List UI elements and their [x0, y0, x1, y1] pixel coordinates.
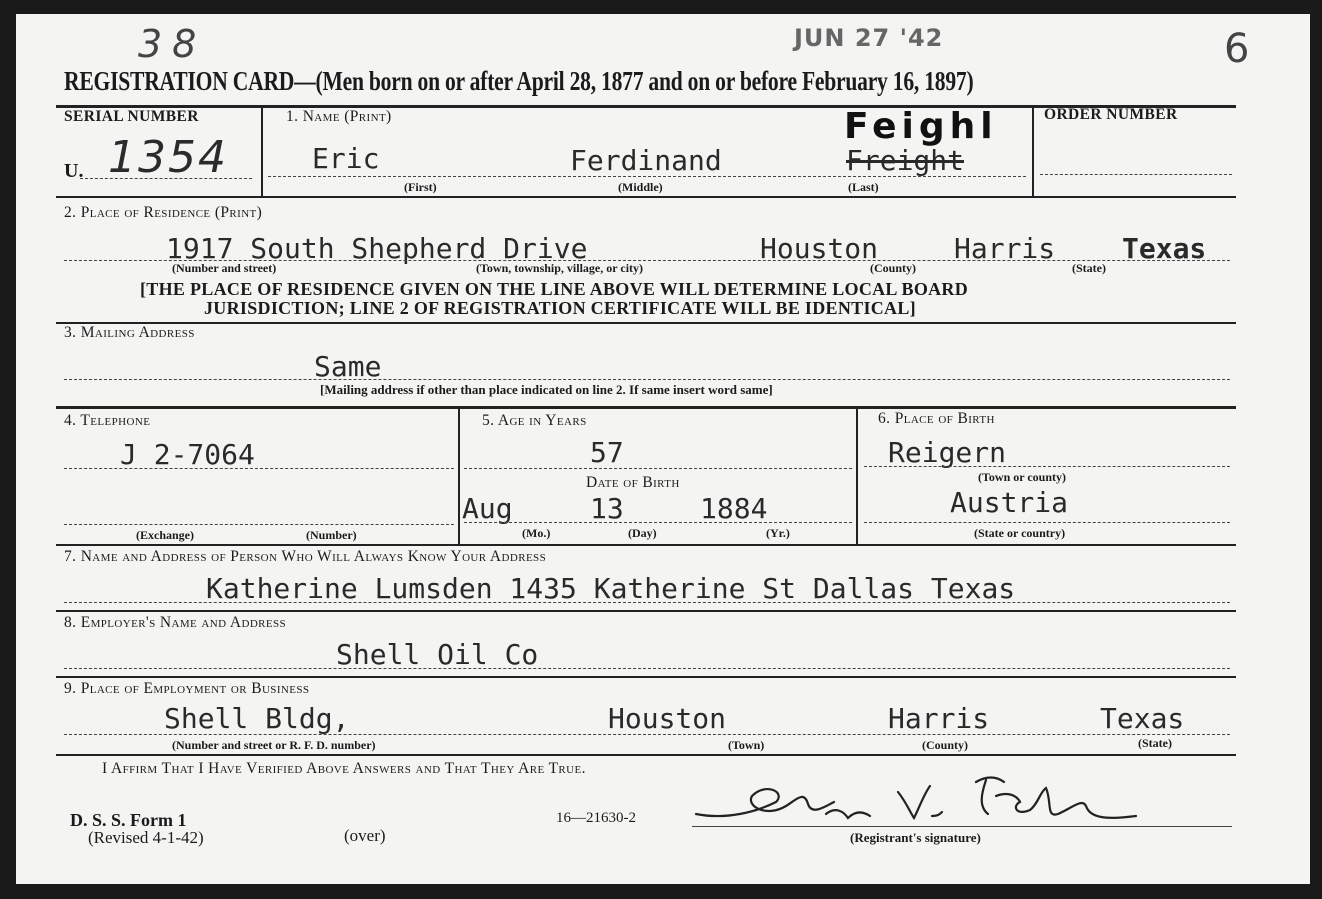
dob-underline	[464, 522, 852, 523]
first-name: Eric	[312, 142, 380, 175]
dob-day: 13	[590, 492, 624, 525]
middle-caption: (Middle)	[618, 180, 663, 194]
signature-line	[692, 826, 1232, 827]
contact-label: 7. Name and Address of Person Who Will Always Know Your Address	[64, 548, 547, 565]
residence-county-caption: (County)	[870, 261, 917, 275]
form-number: D. S. S. Form 1	[70, 810, 187, 830]
exchange-caption: (Exchange)	[136, 528, 194, 542]
birth-town-underline	[864, 466, 1230, 467]
registrant-signature	[686, 762, 1156, 832]
dob-month: Aug	[462, 492, 513, 525]
mailing-underline	[64, 379, 1230, 380]
age-underline	[464, 468, 852, 469]
employment-state-caption: (State)	[1138, 736, 1172, 750]
last-name-typed: Freight	[846, 144, 965, 177]
telephone-underline-2	[64, 524, 454, 525]
date-stamp: JUN 27 '42	[794, 24, 944, 52]
contact-underline	[64, 602, 1230, 603]
rule-after-name	[56, 196, 1236, 198]
serial-label: SERIAL NUMBER	[64, 108, 199, 125]
name-underline	[268, 176, 1026, 177]
form-code: 16—21630-2	[556, 810, 636, 826]
birth-town-caption: (Town or county)	[978, 470, 1067, 484]
divider-phone	[458, 406, 460, 544]
order-label: ORDER NUMBER	[1044, 106, 1178, 123]
residence-street: 1917 South Shepherd Drive	[166, 232, 588, 265]
serial-underline	[80, 178, 252, 179]
employment-county: Harris	[888, 702, 990, 735]
contact-value: Katherine Lumsden 1435 Katherine St Dallas Texas	[206, 572, 1016, 605]
residence-label: 2. Place of Residence (Print)	[64, 204, 263, 221]
right-number-annotation: 6	[1224, 26, 1250, 72]
card-title: REGISTRATION CARD—(Men born on or after April 28, 1877 and on or before February 16, 1897)	[64, 66, 974, 96]
residence-notice-1: [THE PLACE OF RESIDENCE GIVEN ON THE LINE ABOVE WILL DETERMINE LOCAL BOARD	[140, 279, 969, 299]
divider-serial	[261, 105, 263, 196]
residence-town-caption: (Town, township, village, or city)	[476, 261, 644, 275]
residence-notice-2: JURISDICTION; LINE 2 OF REGISTRATION CERTIFICATE WILL BE IDENTICAL]	[204, 298, 916, 318]
over-label: (over)	[344, 826, 386, 845]
last-name-handwritten: Feighl	[844, 106, 998, 147]
mailing-value: Same	[314, 350, 382, 383]
telephone-underline	[64, 468, 454, 469]
top-number-annotation: 38	[138, 22, 207, 66]
employment-town-caption: (Town)	[728, 738, 765, 752]
rule-after-contact	[56, 610, 1236, 612]
birth-town: Reigern	[888, 436, 1007, 469]
rule-after-mailing	[56, 406, 1236, 409]
employment-label: 9. Place of Employment or Business	[64, 680, 310, 697]
mailing-caption: [Mailing address if other than place indicated on line 2. If same insert word same]	[320, 382, 773, 397]
rule-after-employer	[56, 676, 1236, 678]
employer-value: Shell Oil Co	[336, 638, 539, 671]
employment-street: Shell Bldg,	[164, 702, 350, 735]
rule-after-phone	[56, 544, 1236, 546]
dob-label: Date of Birth	[586, 474, 680, 491]
employer-label: 8. Employer's Name and Address	[64, 614, 287, 631]
form-revised: (Revised 4-1-42)	[88, 828, 204, 847]
employment-street-caption: (Number and street or R. F. D. number)	[172, 738, 376, 752]
residence-state-caption: (State)	[1072, 261, 1106, 275]
month-caption: (Mo.)	[522, 526, 551, 540]
mailing-label: 3. Mailing Address	[64, 324, 195, 341]
signature-caption: (Registrant's signature)	[850, 830, 981, 845]
age-value: 57	[590, 436, 624, 469]
number-caption: (Number)	[306, 528, 357, 542]
employment-underline	[64, 734, 1230, 735]
birth-country-underline	[864, 522, 1230, 523]
rule-after-employment	[56, 754, 1236, 756]
employment-county-caption: (County)	[922, 738, 969, 752]
middle-name: Ferdinand	[570, 144, 722, 177]
dob-year: 1884	[700, 492, 768, 525]
employment-town: Houston	[608, 702, 727, 735]
residence-street-caption: (Number and street)	[172, 261, 277, 275]
birthplace-label: 6. Place of Birth	[878, 410, 995, 427]
birth-country-caption: (State or country)	[974, 526, 1066, 540]
birth-country: Austria	[950, 486, 1069, 519]
serial-value: 1354	[108, 132, 228, 183]
age-label: 5. Age in Years	[482, 412, 587, 429]
telephone-label: 4. Telephone	[64, 412, 151, 429]
residence-town: Houston	[760, 232, 879, 265]
order-underline	[1040, 174, 1232, 175]
divider-age	[856, 406, 858, 544]
residence-state: Texas	[1122, 232, 1207, 265]
affirmation-text: I Affirm That I Have Verified Above Answers and That They Are True.	[102, 760, 586, 777]
divider-order	[1032, 105, 1034, 196]
registration-card	[16, 14, 1310, 884]
employer-underline	[64, 668, 1230, 669]
day-caption: (Day)	[628, 526, 657, 540]
rule-after-residence	[56, 322, 1236, 324]
name-label: 1. Name (Print)	[286, 108, 392, 125]
telephone-value: J 2-7064	[120, 438, 255, 471]
year-caption: (Yr.)	[766, 526, 790, 540]
serial-prefix: U.	[64, 160, 84, 182]
last-caption: (Last)	[848, 180, 879, 194]
first-caption: (First)	[404, 180, 437, 194]
employment-state: Texas	[1100, 702, 1185, 735]
residence-county: Harris	[954, 232, 1056, 265]
